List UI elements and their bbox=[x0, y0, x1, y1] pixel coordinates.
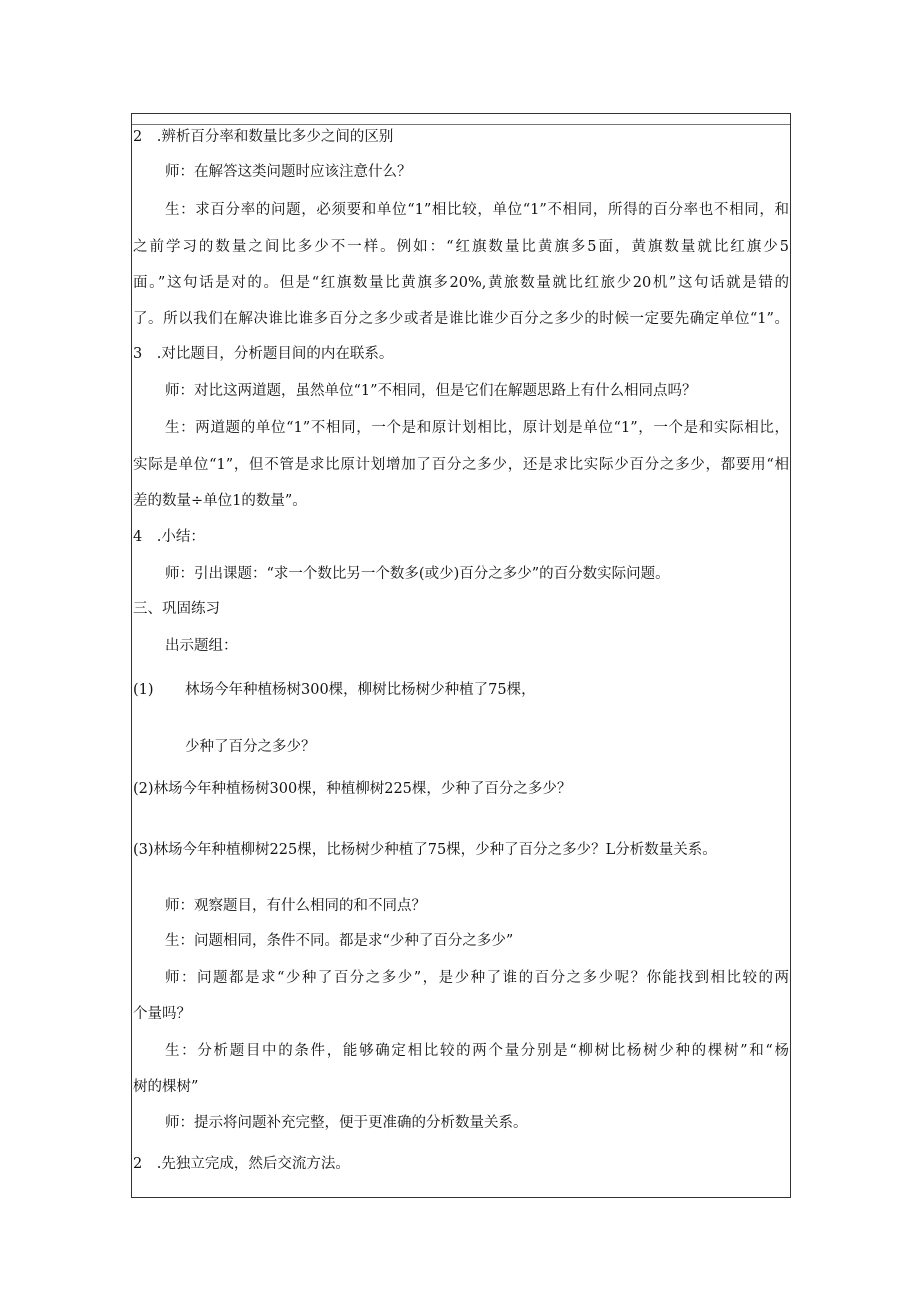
paragraph-line: 实际是单位“1”，但不管是求比原计划增加了百分之多少，还是求比实际少百分之多少，都要用“相 bbox=[133, 457, 789, 473]
teacher-line: 师：引出课题：“求一个数比另一个数多(或少)百分之多少”的百分数实际问题。 bbox=[165, 566, 670, 582]
student-line: 生：两道题的单位“1”不相同，一个是和原计划相比，原计划是单位“1”，一个是和实际相比， bbox=[165, 420, 789, 436]
paragraph-line: 面。”这句话是对的。但是“红旗数量比黄旗多20%,黄旅数量就比红旅少20机”这句话就是错的 bbox=[133, 275, 789, 291]
paragraph-line: 个量吗？ bbox=[133, 1006, 191, 1022]
paragraph-line: 差的数量÷单位1的数量”。 bbox=[133, 493, 307, 509]
question-text: 少种了百分之多少？ bbox=[185, 739, 316, 755]
paragraph-line: 出示题组： bbox=[165, 638, 238, 654]
section-heading-3: 3 .对比题目，分析题目间的内在联系。 bbox=[133, 346, 394, 362]
section-heading-practice: 三、巩固练习 bbox=[133, 601, 220, 617]
question-text: (3)林场今年种植柳树225棵，比杨树少种植了75棵，少种了百分之多少？L分析数量关系。 bbox=[133, 842, 717, 858]
question-number: (1) bbox=[133, 682, 154, 698]
student-line: 生：分析题目中的条件，能够确定相比较的两个量分别是“柳树比杨树少种的棵树”和“杨 bbox=[165, 1043, 789, 1059]
teacher-line: 师：在解答这类问题时应该注意什么？ bbox=[165, 164, 412, 180]
section-heading-2: 2 .辨析百分率和数量比多少之间的区别 bbox=[133, 129, 394, 145]
section-heading-4: 4 .小结： bbox=[133, 529, 205, 545]
table-top-rule bbox=[132, 124, 790, 125]
student-line: 生：问题相同，条件不同。都是求“少种了百分之多少” bbox=[165, 933, 514, 949]
teacher-line: 师：对比这两道题，虽然单位“1”不相同，但是它们在解题思路上有什么相同点吗？ bbox=[165, 383, 697, 399]
question-text: 林场今年种植杨树300棵，柳树比杨树少种植了75棵， bbox=[185, 682, 536, 698]
paragraph-line: 了。所以我们在解决谁比谁多百分之多少或者是谁比谁少百分之多少的时候一定要先确定单位“1”。 bbox=[133, 311, 789, 327]
question-text: (2)林场今年种植杨树300棵，种植柳树225棵，少种了百分之多少？ bbox=[133, 781, 572, 797]
paragraph-line: 之前学习的数量之间比多少不一样。例如：“红旗数量比黄旗多5面，黄旗数量就比红旗少5 bbox=[133, 239, 789, 255]
student-line: 生：求百分率的问题，必须要和单位“1”相比较，单位“1”不相同，所得的百分率也不相同，和 bbox=[165, 202, 789, 218]
teacher-line: 师：观察题目，有什么相同的和不同点？ bbox=[165, 898, 426, 914]
paragraph-line: 树的棵树” bbox=[133, 1079, 199, 1095]
teacher-line: 师：提示将问题补充完整，便于更准确的分析数量关系。 bbox=[165, 1115, 528, 1131]
section-heading-2b: 2 .先独立完成，然后交流方法。 bbox=[133, 1156, 350, 1172]
teacher-line: 师：问题都是求“少种了百分之多少”，是少种了谁的百分之多少呢？你能找到相比较的两 bbox=[165, 970, 789, 986]
